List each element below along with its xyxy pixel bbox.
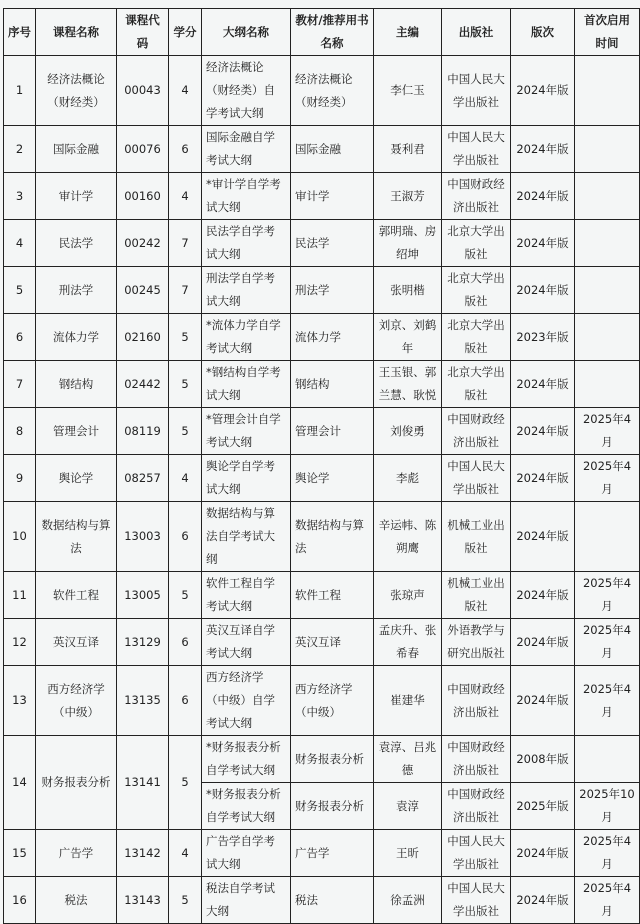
start-date: [575, 314, 640, 361]
edition: 2024年版: [511, 877, 575, 924]
header-code: 课程代码: [117, 9, 169, 56]
course-code: 02442: [117, 361, 169, 408]
table-row: [4, 361, 640, 408]
start-date: [575, 220, 640, 267]
syllabus-name: *流体力学自学考试大纲: [202, 314, 291, 361]
row-number: 3: [4, 173, 36, 220]
credit: 7: [169, 267, 202, 314]
table-row: [4, 126, 640, 173]
credit: 4: [169, 455, 202, 502]
edition: 2023年版: [511, 314, 575, 361]
row-number: 8: [4, 408, 36, 455]
header-course: 课程名称: [36, 9, 117, 56]
course-name: 舆论学: [36, 455, 117, 502]
syllabus-name: 税法自学考试大纲: [202, 877, 291, 924]
row-number: 11: [4, 572, 36, 619]
course-code: 13005: [117, 572, 169, 619]
course-name: 国际金融: [36, 126, 117, 173]
header-publisher: 出版社: [442, 9, 511, 56]
editor: 徐孟洲: [374, 877, 442, 924]
publisher: 中国人民大学出版社: [442, 56, 511, 126]
editor: 刘俊勇: [374, 408, 442, 455]
course-code: 00242: [117, 220, 169, 267]
syllabus-name: 软件工程自学考试大纲: [202, 572, 291, 619]
header-editor: 主编: [374, 9, 442, 56]
start-date: 2025年4月: [575, 619, 640, 666]
table-body: [4, 56, 640, 924]
course-name: 民法学: [36, 220, 117, 267]
editor: 崔建华: [374, 666, 442, 736]
edition: 2025年版: [511, 783, 575, 830]
publisher: 中国财政经济出版社: [442, 408, 511, 455]
editor: 李彪: [374, 455, 442, 502]
start-date: [575, 502, 640, 572]
publisher: 外语教学与研究出版社: [442, 619, 511, 666]
table-row: [4, 267, 640, 314]
course-name: 英汉互译: [36, 619, 117, 666]
editor: 孟庆升、张希春: [374, 619, 442, 666]
editor: 袁淳: [374, 783, 442, 830]
edition: 2024年版: [511, 572, 575, 619]
table-row: [4, 619, 640, 666]
credit: 4: [169, 830, 202, 877]
start-date: 2025年4月: [575, 830, 640, 877]
row-number: 5: [4, 267, 36, 314]
editor: 刘京、刘鹤年: [374, 314, 442, 361]
table-row: [4, 830, 640, 877]
book-name: 数据结构与算法: [291, 502, 374, 572]
course-name: 数据结构与算法: [36, 502, 117, 572]
credit: 5: [169, 314, 202, 361]
syllabus-name: *管理会计自学考试大纲: [202, 408, 291, 455]
course-name: 财务报表分析: [36, 736, 117, 830]
course-name: 经济法概论（财经类）: [36, 56, 117, 126]
header-no: 序号: [4, 9, 36, 56]
edition: 2024年版: [511, 56, 575, 126]
credit: 5: [169, 361, 202, 408]
book-name: 经济法概论（财经类）: [291, 56, 374, 126]
edition: 2024年版: [511, 126, 575, 173]
edition: 2024年版: [511, 619, 575, 666]
course-code: 13141: [117, 736, 169, 830]
edition: 2024年版: [511, 361, 575, 408]
publisher: 机械工业出版社: [442, 502, 511, 572]
course-name: 税法: [36, 877, 117, 924]
start-date: 2025年10月: [575, 783, 640, 830]
course-code: 02160: [117, 314, 169, 361]
book-name: 审计学: [291, 173, 374, 220]
table-row: [4, 736, 640, 783]
editor: 袁淳、吕兆德: [374, 736, 442, 783]
book-name: 钢结构: [291, 361, 374, 408]
row-number: 16: [4, 877, 36, 924]
course-code: 08257: [117, 455, 169, 502]
book-name: 英汉互译: [291, 619, 374, 666]
book-name: 西方经济学（中级）: [291, 666, 374, 736]
row-number: 10: [4, 502, 36, 572]
course-code: 13142: [117, 830, 169, 877]
course-code: 00043: [117, 56, 169, 126]
start-date: [575, 56, 640, 126]
course-code: 13135: [117, 666, 169, 736]
header-credit: 学分: [169, 9, 202, 56]
edition: 2024年版: [511, 830, 575, 877]
credit: 5: [169, 877, 202, 924]
syllabus-name: 国际金融自学考试大纲: [202, 126, 291, 173]
publisher: 北京大学出版社: [442, 314, 511, 361]
course-syllabus-table: [3, 8, 640, 924]
start-date: [575, 126, 640, 173]
publisher: 中国人民大学出版社: [442, 455, 511, 502]
editor: 王淑芳: [374, 173, 442, 220]
book-name: 财务报表分析: [291, 736, 374, 783]
start-date: [575, 267, 640, 314]
publisher: 北京大学出版社: [442, 361, 511, 408]
book-name: 广告学: [291, 830, 374, 877]
course-code: 13143: [117, 877, 169, 924]
syllabus-name: 舆论学自学考试大纲: [202, 455, 291, 502]
credit: 6: [169, 619, 202, 666]
row-number: 13: [4, 666, 36, 736]
table-row: [4, 408, 640, 455]
editor: 辛运帏、陈朔鹰: [374, 502, 442, 572]
credit: 4: [169, 173, 202, 220]
editor: 王昕: [374, 830, 442, 877]
publisher: 中国财政经济出版社: [442, 736, 511, 783]
row-number: 6: [4, 314, 36, 361]
edition: 2024年版: [511, 220, 575, 267]
credit: 7: [169, 220, 202, 267]
row-number: 9: [4, 455, 36, 502]
syllabus-name: 刑法学自学考试大纲: [202, 267, 291, 314]
publisher: 中国财政经济出版社: [442, 783, 511, 830]
syllabus-name: *财务报表分析自学考试大纲: [202, 783, 291, 830]
publisher: 北京大学出版社: [442, 220, 511, 267]
publisher: 中国财政经济出版社: [442, 173, 511, 220]
syllabus-name: *钢结构自学考试大纲: [202, 361, 291, 408]
book-name: 软件工程: [291, 572, 374, 619]
start-date: [575, 361, 640, 408]
syllabus-name: 数据结构与算法自学考试大纲: [202, 502, 291, 572]
syllabus-name: 广告学自学考试大纲: [202, 830, 291, 877]
publisher: 机械工业出版社: [442, 572, 511, 619]
edition: 2024年版: [511, 502, 575, 572]
book-name: 管理会计: [291, 408, 374, 455]
editor: 张琼声: [374, 572, 442, 619]
book-name: 民法学: [291, 220, 374, 267]
header-edition: 版次: [511, 9, 575, 56]
table-row: [4, 56, 640, 126]
header-start: 首次启用时间: [575, 9, 640, 56]
row-number: 4: [4, 220, 36, 267]
course-name: 流体力学: [36, 314, 117, 361]
syllabus-name: *审计学自学考试大纲: [202, 173, 291, 220]
start-date: 2025年4月: [575, 666, 640, 736]
book-name: 流体力学: [291, 314, 374, 361]
edition: 2024年版: [511, 455, 575, 502]
start-date: 2025年4月: [575, 455, 640, 502]
start-date: 2025年4月: [575, 408, 640, 455]
course-name: 西方经济学（中级）: [36, 666, 117, 736]
publisher: 中国人民大学出版社: [442, 877, 511, 924]
course-name: 管理会计: [36, 408, 117, 455]
course-name: 刑法学: [36, 267, 117, 314]
course-name: 软件工程: [36, 572, 117, 619]
editor: 聂利君: [374, 126, 442, 173]
row-number: 14: [4, 736, 36, 830]
start-date: 2025年4月: [575, 572, 640, 619]
course-name: 审计学: [36, 173, 117, 220]
syllabus-name: *财务报表分析自学考试大纲: [202, 736, 291, 783]
course-code: 00160: [117, 173, 169, 220]
row-number: 12: [4, 619, 36, 666]
syllabus-name: 民法学自学考试大纲: [202, 220, 291, 267]
credit: 6: [169, 126, 202, 173]
start-date: 2025年4月: [575, 877, 640, 924]
course-code: 13129: [117, 619, 169, 666]
table-row: [4, 220, 640, 267]
row-number: 15: [4, 830, 36, 877]
credit: 5: [169, 572, 202, 619]
row-number: 7: [4, 361, 36, 408]
course-name: 钢结构: [36, 361, 117, 408]
table-row: [4, 173, 640, 220]
edition: 2024年版: [511, 408, 575, 455]
book-name: 刑法学: [291, 267, 374, 314]
book-name: 舆论学: [291, 455, 374, 502]
editor: 王玉银、郭兰慧、耿悦: [374, 361, 442, 408]
start-date: [575, 173, 640, 220]
credit: 5: [169, 736, 202, 830]
publisher: 北京大学出版社: [442, 267, 511, 314]
header-syllabus: 大纲名称: [202, 9, 291, 56]
syllabus-name: 英汉互译自学考试大纲: [202, 619, 291, 666]
edition: 2008年版: [511, 736, 575, 783]
publisher: 中国人民大学出版社: [442, 126, 511, 173]
table-row: [4, 502, 640, 572]
table-row: [4, 455, 640, 502]
publisher: 中国财政经济出版社: [442, 666, 511, 736]
course-code: 08119: [117, 408, 169, 455]
edition: 2024年版: [511, 173, 575, 220]
course-code: 00245: [117, 267, 169, 314]
course-name: 广告学: [36, 830, 117, 877]
syllabus-name: 西方经济学（中级）自学考试大纲: [202, 666, 291, 736]
credit: 6: [169, 502, 202, 572]
book-name: 国际金融: [291, 126, 374, 173]
book-name: 税法: [291, 877, 374, 924]
table-row: [4, 666, 640, 736]
credit: 4: [169, 56, 202, 126]
book-name: 财务报表分析: [291, 783, 374, 830]
header-book: 教材/推荐用书名称: [291, 9, 374, 56]
credit: 5: [169, 408, 202, 455]
table-row: [4, 314, 640, 361]
edition: 2024年版: [511, 666, 575, 736]
course-code: 00076: [117, 126, 169, 173]
editor: 李仁玉: [374, 56, 442, 126]
credit: 6: [169, 666, 202, 736]
publisher: 中国人民大学出版社: [442, 830, 511, 877]
syllabus-name: 经济法概论（财经类）自学考试大纲: [202, 56, 291, 126]
table-row: [4, 572, 640, 619]
header-row: [4, 9, 640, 56]
start-date: [575, 736, 640, 783]
table-row: [4, 877, 640, 924]
edition: 2024年版: [511, 267, 575, 314]
row-number: 1: [4, 56, 36, 126]
row-number: 2: [4, 126, 36, 173]
editor: 张明楷: [374, 267, 442, 314]
course-code: 13003: [117, 502, 169, 572]
editor: 郭明瑞、房绍坤: [374, 220, 442, 267]
